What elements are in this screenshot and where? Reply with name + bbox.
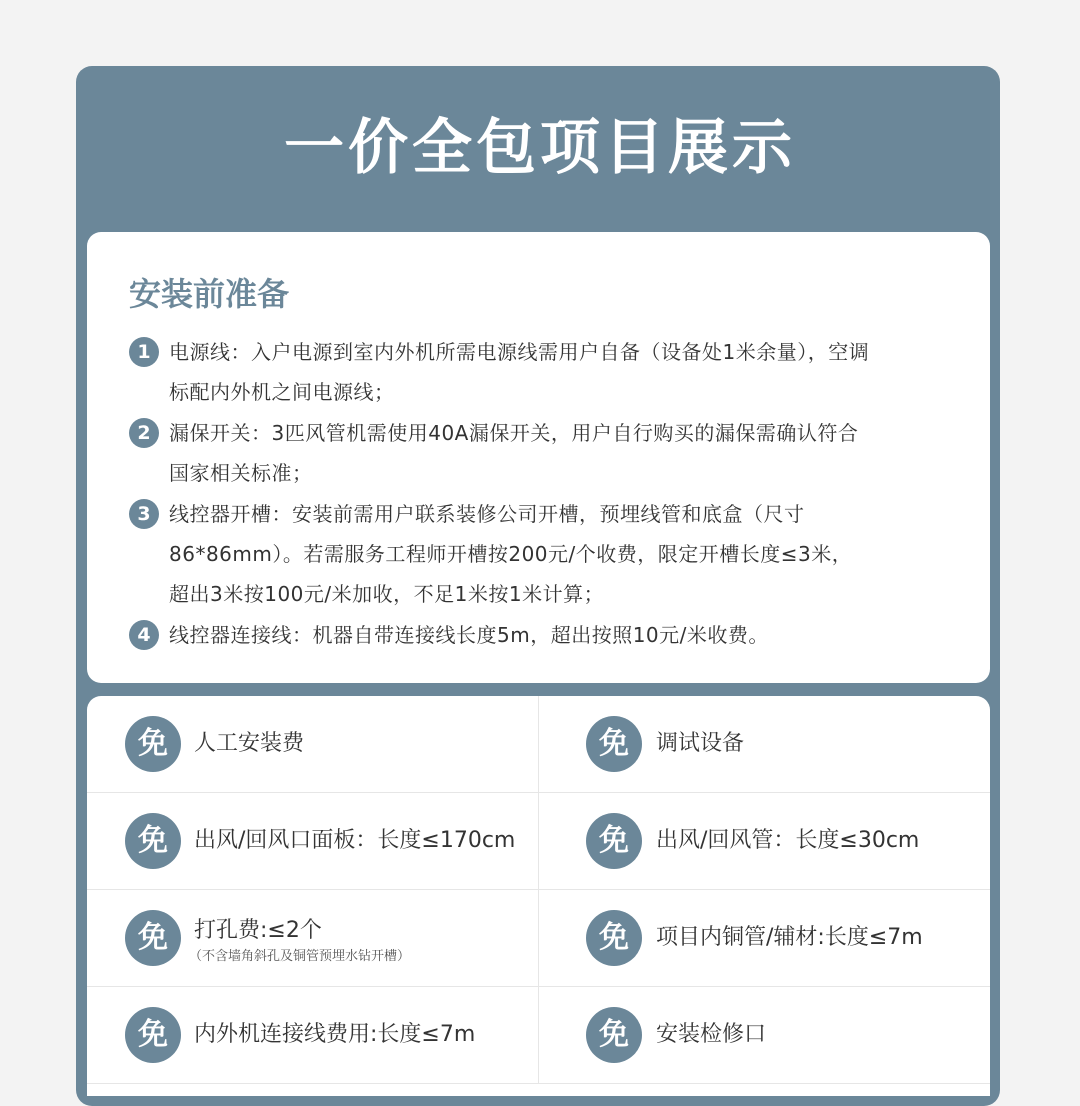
preparation-item-text: 电源线：入户电源到室内外机所需电源线需用户自备（设备处1米余量），空调 <box>169 340 870 364</box>
free-badge-icon: 免 <box>586 1007 642 1063</box>
free-item-label: 安装检修口 <box>656 1022 767 1047</box>
preparation-item <box>129 332 959 412</box>
preparation-list <box>129 332 959 656</box>
free-item <box>87 793 538 890</box>
free-item <box>87 890 538 987</box>
preparation-item <box>129 494 959 614</box>
free-item-label: 项目内铜管/辅材:长度≤7m <box>656 925 923 950</box>
preparation-item-text: 国家相关标准； <box>169 461 313 485</box>
free-item <box>538 696 990 793</box>
free-item-label: 人工安装费 <box>194 731 305 756</box>
preparation-item-text: 线控器开槽：安装前需用户联系装修公司开槽，预埋线管和底盒（尺寸 <box>169 502 805 526</box>
free-item <box>538 987 990 1084</box>
free-badge-icon: 免 <box>125 1007 181 1063</box>
item-number-icon: 3 <box>129 499 159 529</box>
free-item <box>538 793 990 890</box>
preparation-item-text: 漏保开关：3匹风管机需使用40A漏保开关，用户自行购买的漏保需确认符合 <box>169 421 859 445</box>
free-item <box>87 987 538 1084</box>
item-number-icon: 4 <box>129 620 159 650</box>
preparation-item-text: 86*86mm）。若需服务工程师开槽按200元/个收费，限定开槽长度≤3米， <box>169 542 853 566</box>
preparation-title: 安装前准备 <box>129 275 290 313</box>
free-item-label: 调试设备 <box>656 731 745 756</box>
preparation-item <box>129 413 959 493</box>
free-item <box>87 696 538 793</box>
preparation-card <box>87 232 990 683</box>
free-items-grid <box>87 696 990 1096</box>
preparation-item-text: 超出3米按100元/米加收，不足1米按1米计算； <box>169 582 605 606</box>
free-badge-icon: 免 <box>586 813 642 869</box>
page-title: 一价全包项目展示 <box>284 113 796 183</box>
free-item-label: 出风/回风口面板：长度≤170cm <box>194 828 516 853</box>
free-badge-icon: 免 <box>125 813 181 869</box>
free-badge-icon: 免 <box>125 716 181 772</box>
free-item-label: 内外机连接线费用:长度≤7m <box>194 1022 476 1047</box>
free-badge-icon: 免 <box>586 716 642 772</box>
free-badge-icon: 免 <box>586 910 642 966</box>
preparation-item-text: 标配内外机之间电源线； <box>169 380 395 404</box>
preparation-item-text: 线控器连接线：机器自带连接线长度5m，超出按照10元/米收费。 <box>169 623 769 647</box>
item-number-icon: 1 <box>129 337 159 367</box>
free-item-note: （不含墙角斜孔及铜管预埋水钻开槽） <box>189 949 411 964</box>
free-item-label: 打孔费:≤2个 <box>194 918 322 943</box>
item-number-icon: 2 <box>129 418 159 448</box>
preparation-item <box>129 615 959 655</box>
free-item <box>538 890 990 987</box>
free-item-label: 出风/回风管：长度≤30cm <box>656 828 920 853</box>
free-badge-icon: 免 <box>125 910 181 966</box>
